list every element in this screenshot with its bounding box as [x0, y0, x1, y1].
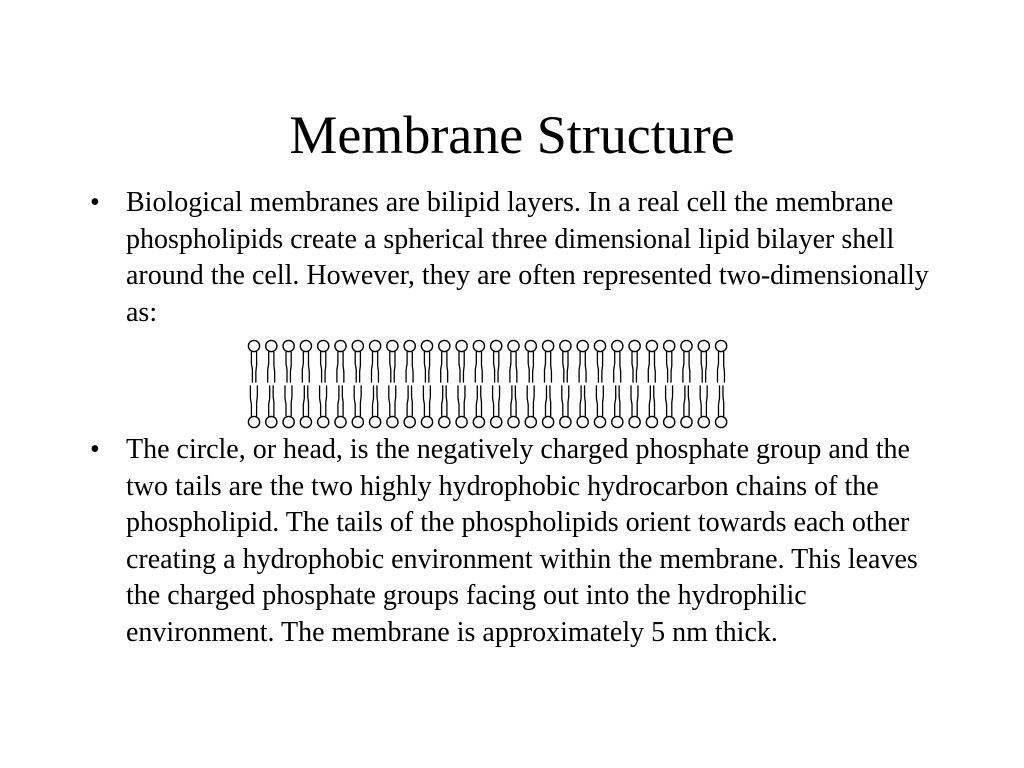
- phosphate-head: [525, 340, 536, 351]
- hydrocarbon-tail: [631, 385, 632, 416]
- hydrocarbon-tail: [441, 352, 442, 383]
- phosphate-head: [283, 340, 294, 351]
- phospholipid: [612, 340, 623, 382]
- hydrocarbon-tail: [423, 385, 424, 416]
- hydrocarbon-tail: [285, 385, 286, 416]
- phosphate-head: [543, 416, 554, 427]
- hydrocarbon-tail: [614, 352, 615, 383]
- phosphate-head: [646, 416, 657, 427]
- phosphate-head: [525, 416, 536, 427]
- bullet-item: [84, 432, 944, 651]
- hydrocarbon-tail: [527, 385, 528, 416]
- phosphate-head: [370, 416, 381, 427]
- hydrocarbon-tail: [654, 385, 655, 416]
- phospholipid: [560, 340, 571, 382]
- phospholipid: [525, 385, 536, 427]
- phospholipid: [266, 340, 277, 382]
- phospholipid: [594, 340, 605, 382]
- phospholipid: [387, 385, 398, 427]
- bullet-text: Biological membranes are bilipid layers. In a real cell the membrane phospholipids create a spherical three dimensional lipid bilayer shell around the cell. However, they are often represented two-dimensionally as:: [126, 187, 929, 328]
- phosphate-head: [283, 416, 294, 427]
- hydrocarbon-tail: [377, 385, 378, 416]
- hydrocarbon-tail: [459, 352, 460, 383]
- hydrocarbon-tail: [615, 385, 616, 416]
- phospholipid: [543, 385, 554, 427]
- hydrocarbon-tail: [412, 385, 413, 416]
- phosphate-head: [716, 416, 727, 427]
- hydrocarbon-tail: [302, 352, 303, 383]
- hydrocarbon-tail: [269, 385, 270, 416]
- phospholipid: [508, 340, 519, 382]
- phosphate-head: [421, 416, 432, 427]
- hydrocarbon-tail: [585, 352, 586, 383]
- hydrocarbon-tail: [568, 385, 569, 416]
- phosphate-head: [716, 340, 727, 351]
- phospholipid: [560, 385, 571, 427]
- hydrocarbon-tail: [303, 385, 304, 416]
- phosphate-head: [491, 340, 502, 351]
- hydrocarbon-tail: [648, 352, 649, 383]
- hydrocarbon-tail: [718, 352, 719, 383]
- phosphate-head: [508, 416, 519, 427]
- phosphate-head: [594, 416, 605, 427]
- hydrocarbon-tail: [723, 385, 724, 416]
- hydrocarbon-tail: [688, 385, 689, 416]
- phosphate-head: [681, 340, 692, 351]
- hydrocarbon-tail: [550, 385, 551, 416]
- hydrocarbon-tail: [493, 385, 494, 416]
- phosphate-head: [560, 340, 571, 351]
- hydrocarbon-tail: [724, 352, 725, 383]
- phosphate-head: [560, 416, 571, 427]
- hydrocarbon-tail: [337, 352, 338, 383]
- hydrocarbon-tail: [390, 352, 391, 383]
- phospholipid: [300, 340, 311, 382]
- hydrocarbon-tail: [360, 352, 361, 383]
- hydrocarbon-tail: [442, 385, 443, 416]
- hydrocarbon-tail: [250, 385, 251, 416]
- hydrocarbon-tail: [533, 352, 534, 383]
- hydrocarbon-tail: [603, 385, 604, 416]
- bullet-text: The circle, or head, is the negatively charged phosphate group and the two tails are the two highly hydrophobic hydrocarbon chains of the phospholipid. The tails of the phospholipids orient towards each other creating a hydrophobic environment within the membrane. This leaves the charged phosphate groups facing out into the hydrophilic environment. The membrane is approximately 5 nm thick.: [126, 434, 918, 648]
- phosphate-head: [335, 416, 346, 427]
- hydrocarbon-tail: [360, 385, 361, 416]
- phospholipid: [456, 385, 467, 427]
- phospholipid: [266, 385, 277, 427]
- hydrocarbon-tail: [482, 352, 483, 383]
- hydrocarbon-tail: [446, 385, 447, 416]
- phospholipid: [300, 385, 311, 427]
- phosphate-head: [352, 416, 363, 427]
- phospholipid: [335, 385, 346, 427]
- hydrocarbon-tail: [395, 385, 396, 416]
- hydrocarbon-tail: [649, 385, 650, 416]
- hydrocarbon-tail: [447, 352, 448, 383]
- hydrocarbon-tail: [256, 352, 257, 383]
- phospholipid: [439, 385, 450, 427]
- hydrocarbon-tail: [567, 352, 568, 383]
- bullet-marker: •: [90, 187, 100, 218]
- phospholipid: [664, 340, 675, 382]
- hydrocarbon-tail: [563, 352, 564, 383]
- hydrocarbon-tail: [580, 385, 581, 416]
- hydrocarbon-tail: [585, 385, 586, 416]
- phosphate-head: [318, 416, 329, 427]
- hydrocarbon-tail: [308, 385, 309, 416]
- hydrocarbon-tail: [476, 385, 477, 416]
- hydrocarbon-tail: [619, 385, 620, 416]
- phosphate-head: [646, 340, 657, 351]
- phosphate-head: [664, 340, 675, 351]
- phospholipid: [508, 385, 519, 427]
- phospholipid: [473, 385, 484, 427]
- hydrocarbon-tail: [389, 385, 390, 416]
- hydrocarbon-tail: [424, 352, 425, 383]
- phospholipid: [318, 385, 329, 427]
- phospholipid: [352, 385, 363, 427]
- hydrocarbon-tail: [533, 385, 534, 416]
- phosphate-head: [404, 340, 415, 351]
- hydrocarbon-tail: [546, 385, 547, 416]
- phospholipid: [716, 340, 727, 382]
- phosphate-head: [248, 416, 259, 427]
- phosphate-head: [300, 416, 311, 427]
- outer-leaflet: [248, 340, 726, 382]
- phosphate-head: [629, 340, 640, 351]
- hydrocarbon-tail: [579, 352, 580, 383]
- phospholipid: [421, 340, 432, 382]
- phospholipid: [421, 385, 432, 427]
- hydrocarbon-tail: [257, 385, 258, 416]
- hydrocarbon-tail: [429, 352, 430, 383]
- hydrocarbon-tail: [338, 385, 339, 416]
- phospholipid: [491, 340, 502, 382]
- phospholipid: [612, 385, 623, 427]
- hydrocarbon-tail: [528, 352, 529, 383]
- phosphate-head: [439, 340, 450, 351]
- phospholipid: [681, 340, 692, 382]
- phospholipid: [491, 385, 502, 427]
- phosphate-head: [577, 340, 588, 351]
- phosphate-head: [508, 340, 519, 351]
- hydrocarbon-tail: [286, 352, 287, 383]
- phosphate-head: [387, 416, 398, 427]
- hydrocarbon-tail: [689, 352, 690, 383]
- hydrocarbon-tail: [290, 352, 291, 383]
- hydrocarbon-tail: [700, 385, 701, 416]
- hydrocarbon-tail: [394, 352, 395, 383]
- hydrocarbon-tail: [632, 352, 633, 383]
- phospholipid: [473, 340, 484, 382]
- inner-leaflet: [248, 385, 726, 427]
- phosphate-head: [491, 416, 502, 427]
- phosphate-head: [266, 416, 277, 427]
- phospholipid: [283, 340, 294, 382]
- phospholipid: [629, 340, 640, 382]
- phospholipid: [370, 340, 381, 382]
- hydrocarbon-tail: [706, 385, 707, 416]
- hydrocarbon-tail: [597, 352, 598, 383]
- hydrocarbon-tail: [481, 385, 482, 416]
- hydrocarbon-tail: [406, 352, 407, 383]
- hydrocarbon-tail: [320, 385, 321, 416]
- hydrocarbon-tail: [620, 352, 621, 383]
- hydrocarbon-tail: [706, 352, 707, 383]
- hydrocarbon-tail: [551, 352, 552, 383]
- hydrocarbon-tail: [458, 385, 459, 416]
- bullet-item: [84, 185, 944, 331]
- hydrocarbon-tail: [251, 352, 252, 383]
- hydrocarbon-tail: [562, 385, 563, 416]
- hydrocarbon-tail: [516, 352, 517, 383]
- lipid-bilayer-illustration: [244, 338, 730, 430]
- phosphate-head: [335, 340, 346, 351]
- hydrocarbon-tail: [655, 352, 656, 383]
- phosphate-head: [698, 416, 709, 427]
- phospholipid: [248, 340, 259, 382]
- phospholipid: [248, 385, 259, 427]
- phosphate-head: [594, 340, 605, 351]
- phospholipid: [370, 385, 381, 427]
- phospholipid: [594, 385, 605, 427]
- hydrocarbon-tail: [602, 352, 603, 383]
- hydrocarbon-tail: [273, 385, 274, 416]
- phosphate-head: [698, 340, 709, 351]
- phospholipid: [646, 340, 657, 382]
- phosphate-head: [629, 416, 640, 427]
- phospholipid: [318, 340, 329, 382]
- hydrocarbon-tail: [683, 352, 684, 383]
- hydrocarbon-tail: [343, 352, 344, 383]
- hydrocarbon-tail: [372, 352, 373, 383]
- phospholipid: [439, 340, 450, 382]
- phospholipid: [577, 385, 588, 427]
- hydrocarbon-tail: [494, 352, 495, 383]
- phosphate-head: [473, 340, 484, 351]
- phosphate-head: [456, 416, 467, 427]
- slide-title: Membrane Structure: [289, 105, 735, 165]
- phosphate-head: [612, 340, 623, 351]
- hydrocarbon-tail: [701, 352, 702, 383]
- hydrocarbon-tail: [430, 385, 431, 416]
- hydrocarbon-tail: [373, 385, 374, 416]
- phosphate-head: [370, 340, 381, 351]
- hydrocarbon-tail: [511, 385, 512, 416]
- hydrocarbon-tail: [636, 352, 637, 383]
- phospholipid: [698, 340, 709, 382]
- hydrocarbon-tail: [596, 385, 597, 416]
- phosphate-head: [318, 340, 329, 351]
- phospholipid: [283, 385, 294, 427]
- hydrocarbon-tail: [545, 352, 546, 383]
- phosphate-head: [577, 416, 588, 427]
- phosphate-head: [266, 340, 277, 351]
- phosphate-head: [612, 416, 623, 427]
- phospholipid: [404, 385, 415, 427]
- phospholipid: [664, 385, 675, 427]
- phospholipid: [698, 385, 709, 427]
- hydrocarbon-tail: [291, 385, 292, 416]
- phosphate-head: [439, 416, 450, 427]
- hydrocarbon-tail: [321, 352, 322, 383]
- phospholipid: [543, 340, 554, 382]
- phosphate-head: [543, 340, 554, 351]
- hydrocarbon-tail: [666, 385, 667, 416]
- hydrocarbon-tail: [412, 352, 413, 383]
- hydrocarbon-tail: [719, 385, 720, 416]
- hydrocarbon-tail: [268, 352, 269, 383]
- phosphate-head: [473, 416, 484, 427]
- phospholipid: [629, 385, 640, 427]
- hydrocarbon-tail: [667, 352, 668, 383]
- phosphate-head: [664, 416, 675, 427]
- hydrocarbon-tail: [684, 385, 685, 416]
- hydrocarbon-tail: [309, 352, 310, 383]
- hydrocarbon-tail: [672, 385, 673, 416]
- phospholipid: [352, 340, 363, 382]
- hydrocarbon-tail: [326, 385, 327, 416]
- bullet-marker: •: [90, 434, 100, 465]
- hydrocarbon-tail: [498, 352, 499, 383]
- hydrocarbon-tail: [510, 352, 511, 383]
- hydrocarbon-tail: [274, 352, 275, 383]
- phosphate-head: [681, 416, 692, 427]
- hydrocarbon-tail: [325, 352, 326, 383]
- phosphate-head: [300, 340, 311, 351]
- phosphate-head: [387, 340, 398, 351]
- phosphate-head: [421, 340, 432, 351]
- phospholipid: [681, 385, 692, 427]
- hydrocarbon-tail: [355, 352, 356, 383]
- hydrocarbon-tail: [499, 385, 500, 416]
- phospholipid: [646, 385, 657, 427]
- hydrocarbon-tail: [671, 352, 672, 383]
- phospholipid: [404, 340, 415, 382]
- hydrocarbon-tail: [637, 385, 638, 416]
- hydrocarbon-tail: [463, 352, 464, 383]
- hydrocarbon-tail: [407, 385, 408, 416]
- phospholipid: [335, 340, 346, 382]
- hydrocarbon-tail: [464, 385, 465, 416]
- phosphate-head: [352, 340, 363, 351]
- phospholipid: [456, 340, 467, 382]
- hydrocarbon-tail: [515, 385, 516, 416]
- phosphate-head: [404, 416, 415, 427]
- phospholipid: [525, 340, 536, 382]
- phospholipid: [716, 385, 727, 427]
- phosphate-head: [248, 340, 259, 351]
- phospholipid: [387, 340, 398, 382]
- phosphate-head: [456, 340, 467, 351]
- hydrocarbon-tail: [475, 352, 476, 383]
- hydrocarbon-tail: [342, 385, 343, 416]
- hydrocarbon-tail: [354, 385, 355, 416]
- hydrocarbon-tail: [378, 352, 379, 383]
- phospholipid: [577, 340, 588, 382]
